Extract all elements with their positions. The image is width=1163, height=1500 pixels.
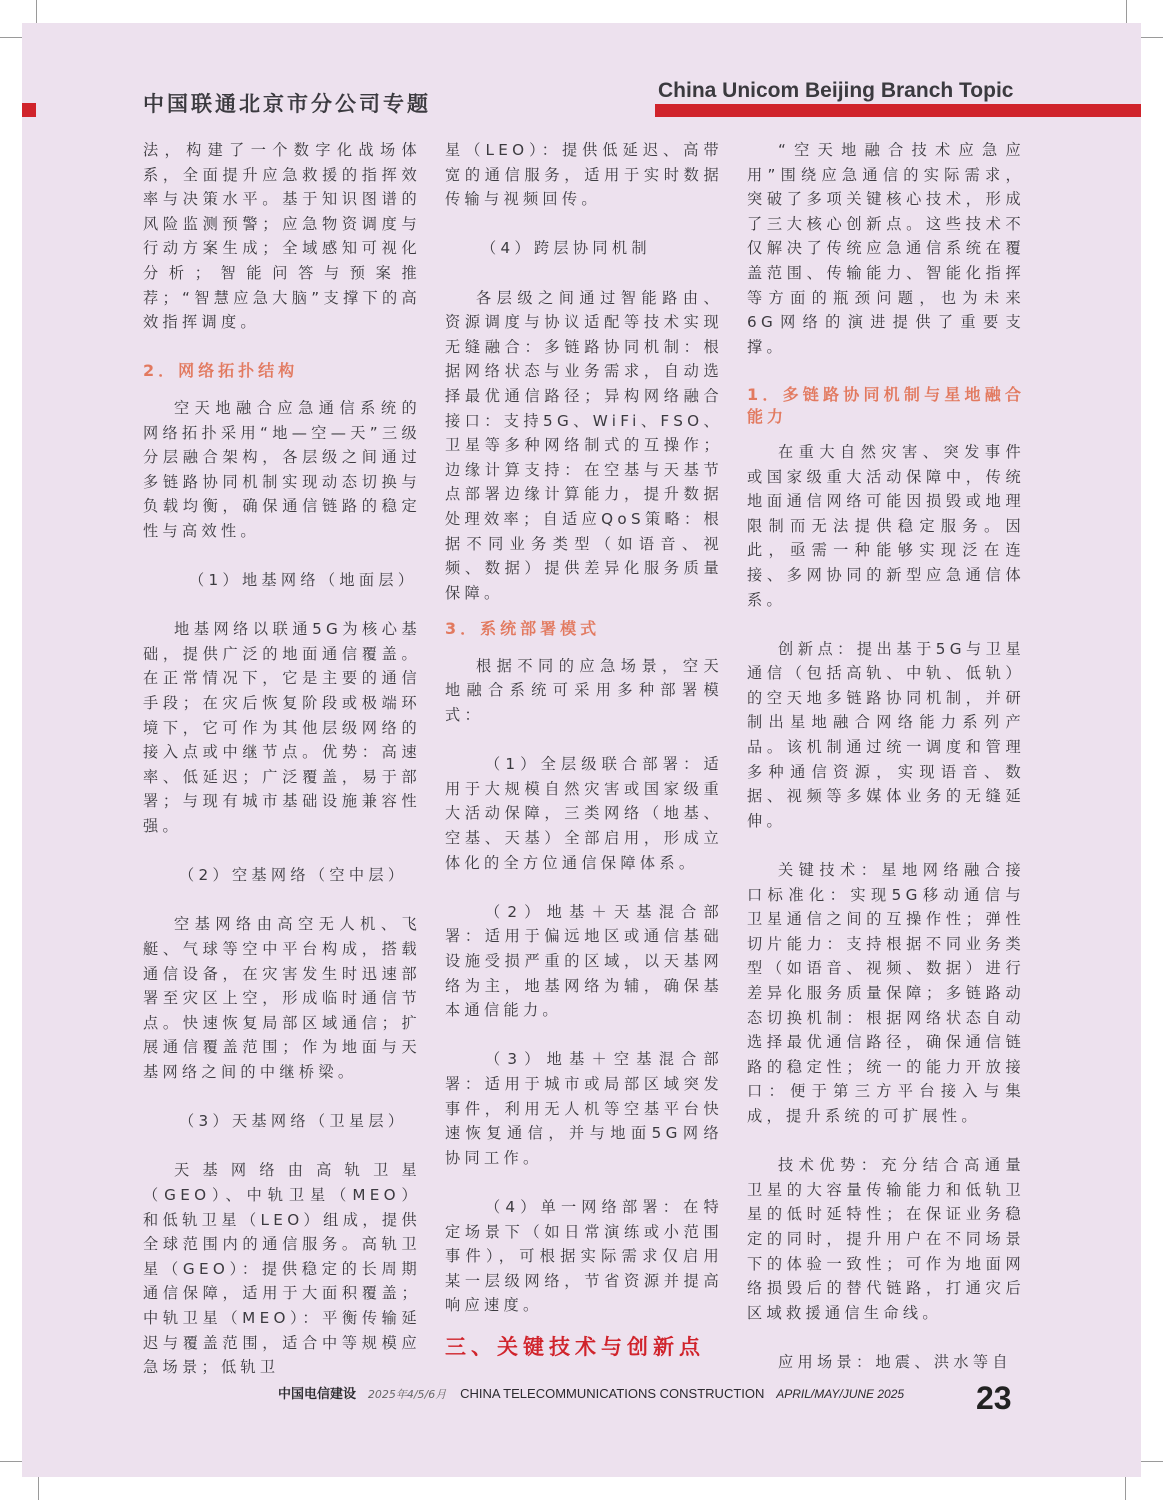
footer-issue-cn: 2025年4/5/6月 (367, 1388, 447, 1401)
footer-issue-en: APRIL/MAY/JUNE 2025 (776, 1387, 905, 1401)
subheading-space-network: （3）天基网络（卫星层） (179, 1112, 408, 1131)
header-cn-title: 中国联通北京市分公司专题 (143, 92, 431, 116)
paragraph: 法，构建了一个数字化战场体系，全面提升应急救援的指挥效率与决策水平。基于知识图谱的风险监测预警；应急物资调度与行动方案生成；全域感知可视化分析；智能问答与预案推荐；“智慧应急大脑”支撑下的高效指挥调度。 (143, 141, 421, 332)
column-1 (143, 138, 421, 1380)
paragraph: 天基网络由高轨卫星（GEO）、中轨卫星（MEO）和低轨卫星（LEO）组成，提供全球范围内的通信服务。高轨卫星（GEO）：提供稳定的长周期通信保障，适用于大面积覆盖；中轨卫星（MEO）：平衡传输延迟与覆盖范围，适合中等规模应急场景；低轨卫 (143, 1161, 421, 1377)
footer-magazine-en: CHINA TELECOMMUNICATIONS CONSTRUCTION (460, 1386, 765, 1401)
column-3 (747, 138, 1025, 1375)
chapter-heading-key-tech: 三、关键技术与创新点 (445, 1334, 705, 1359)
paragraph-advantage: 技术优势：充分结合高通量卫星的大容量传输能力和低轨卫星的低时延特性；在保证业务稳定的同时，提升用户在不同场景下的体验一致性；可作为地面网络损毁后的替代链路，打通灾后区域救援通信生命线。 (747, 1156, 1025, 1322)
paragraph-key-tech: 关键技术：星地网络融合接口标准化：实现5G移动通信与卫星通信之间的互操作性；弹性切片能力：支持根据不同业务类型（如语音、视频、数据）进行差异化服务质量保障；多链路动态切换机制：根据网络状态自动选择最优通信路径，确保通信链路的稳定性；统一的能力开放接口：便于第三方平台接入与集成，提升系统的可扩展性。 (747, 861, 1025, 1125)
paragraph: 星（LEO）：提供低延迟、高带宽的通信服务，适用于实时数据传输与视频回传。 (445, 141, 723, 209)
subheading-cross-layer: （4）跨层协同机制 (481, 239, 651, 258)
paragraph-innovation: 创新点：提出基于5G与卫星通信（包括高轨、中轨、低轨）的空天地多链路协同机制，并研制出星地融合网络能力系列产品。该机制通过统一调度和管理多种通信资源，实现语音、数据、视频等多媒体业务的无缝延伸。 (747, 639, 1025, 830)
paragraph: 地基网络以联通5G为核心基础，提供广泛的地面通信覆盖。在正常情况下，它是主要的通信手段；在灾后恢复阶段或极端环境下，它可作为其他层级网络的接入点或中继节点。优势：高速率、低延迟；广泛覆盖，易于部署；与现有城市基础设施兼容性强。 (143, 620, 421, 836)
paragraph: 空天地融合应急通信系统的网络拓扑采用“地—空—天”三级分层融合架构，各层级之间通过多链路协同机制实现动态切换与负载均衡，确保通信链路的稳定性与高效性。 (143, 398, 421, 540)
header-red-square (22, 103, 36, 117)
deployment-mode-2: （2）地基＋天基混合部署：适用于偏远地区或通信基础设施受损严重的区域，以天基网络为主，地基网络为辅，确保基本通信能力。 (445, 902, 723, 1020)
paragraph: 各层级之间通过智能路由、资源调度与协议适配等技术实现无缝融合：多链路协同机制：根据网络状态与业务需求，自动选择最优通信路径；异构网络融合接口：支持5G、WiFi、FSO、卫星等多种网络制式的互操作；边缘计算支持：在空基与天基节点部署边缘计算能力，提升数据处理效率；自适应QoS策略：根据不同业务类型（如语音、视频、数据）提供差异化服务质量保障。 (445, 288, 723, 602)
deployment-mode-1: （1）全层级联合部署：适用于大规模自然灾害或国家级重大活动保障，三类网络（地基、空基、天基）全部启用，形成立体化的全方位通信保障体系。 (445, 755, 723, 872)
paragraph: 根据不同的应急场景，空天地融合系统可采用多种部署模式： (445, 656, 723, 725)
paragraph: “空天地融合技术应急应用”围绕应急通信的实际需求，突破了多项关键核心技术，形成了三大核心创新点。这些技术不仅解决了传统应急通信系统在覆盖范围、传输能力、智能化指挥等方面的瓶颈问题，也为未来6G网络的演进提供了重要支撑。 (747, 141, 1025, 356)
section-heading-topology: 2．网络拓扑结构 (143, 361, 299, 381)
deployment-mode-4: （4）单一网络部署：在特定场景下（如日常演练或小范围事件），可根据实际需求仅启用某一层级网络，节省资源并提高响应速度。 (445, 1197, 723, 1315)
column-2 (445, 138, 723, 1362)
subheading-air-network: （2）空基网络（空中层） (179, 866, 408, 885)
footer (278, 1383, 904, 1402)
header-red-bar (655, 104, 1141, 117)
paragraph-scenario: 应用场景：地震、洪水等自 (778, 1352, 1012, 1371)
paragraph: 在重大自然灾害、突发事件或国家级重大活动保障中，传统地面通信网络可能因损毁或地理限制而无法提供稳定服务。因此，亟需一种能够实现泛在连接、多网协同的新型应急通信体系。 (747, 442, 1025, 609)
footer-magazine-cn: 中国电信建设 (278, 1387, 357, 1402)
header-en-title: China Unicom Beijing Branch Topic (658, 79, 1014, 102)
page-number: 23 (976, 1380, 1012, 1416)
paragraph: 空基网络由高空无人机、飞艇、气球等空中平台构成，搭载通信设备，在灾害发生时迅速部署至灾区上空，形成临时通信节点。快速恢复局部区域通信；扩展通信覆盖范围；作为地面与天基网络之间的中继桥梁。 (143, 915, 421, 1081)
crop-mark (0, 37, 24, 38)
section-heading-deployment: 3．系统部署模式 (445, 619, 601, 639)
deployment-mode-3: （3）地基＋空基混合部署：适用于城市或局部区域突发事件，利用无人机等空基平台快速恢复通信，并与地面5G网络协同工作。 (445, 1050, 723, 1167)
subheading-ground-network: （1）地基网络（地面层） (189, 571, 418, 590)
section-heading-multilink: 1．多链路协同机制与星地融合能力 (747, 384, 1025, 426)
